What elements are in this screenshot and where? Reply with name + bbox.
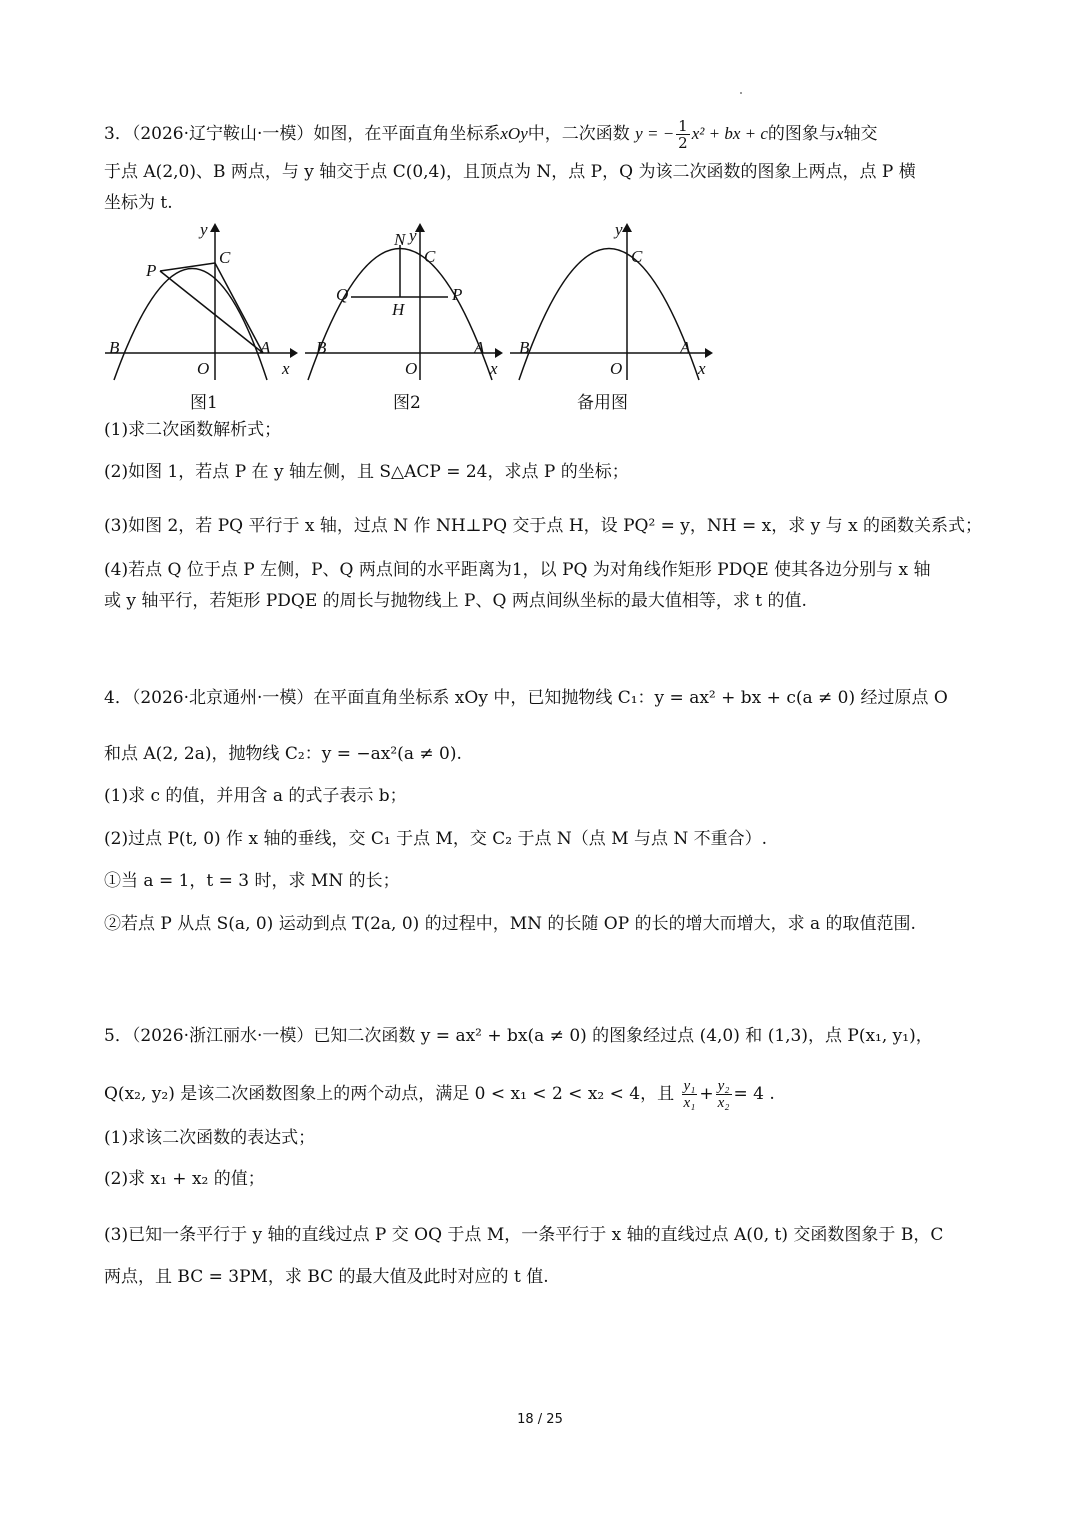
q3-part3: (3)如图 2，若 PQ 平行于 x 轴，过点 N 作 NH⊥PQ 交于点 H，设 PQ² = y，NH = x，求 y 与 x 的函数关系式； bbox=[104, 516, 983, 536]
fig1-label-a: A bbox=[260, 338, 271, 357]
q4-part2: (2)过点 P(t, 0) 作 x 轴的垂线，交 C₁ 于点 M，交 C₂ 于点 N（点 M 与点 N 不重合）. bbox=[104, 829, 768, 849]
fig2-label-c: C bbox=[424, 247, 436, 266]
fig3-caption: 备用图 bbox=[577, 393, 628, 413]
fig3-parabola bbox=[519, 249, 699, 381]
q3-part2: (2)如图 1，若点 P 在 y 轴左侧，且 S△ACP = 24，求点 P 的坐标； bbox=[104, 462, 629, 482]
fig3-label-a: A bbox=[680, 338, 691, 357]
fig1-caption: 图1 bbox=[190, 393, 218, 413]
fig2-label-b: B bbox=[316, 338, 327, 357]
figure-2 bbox=[305, 223, 503, 380]
fig2-label-x: x bbox=[490, 359, 498, 378]
fig1-label-b: B bbox=[109, 338, 120, 357]
fig3-label-c: C bbox=[631, 247, 643, 266]
q3-line3: 坐标为 t. bbox=[104, 193, 173, 213]
q3-line1: 3．（2026·辽宁鞍山·一模）如图，在平面直角坐标系xOy中，二次函数 y = − $\frac{1}{2}$ x² + bx + c的图象与x轴交 bbox=[104, 117, 878, 152]
q4-part1: (1)求 c 的值，并用含 a 的式子表示 b； bbox=[104, 786, 407, 806]
q4-sub1: ①当 a = 1，t = 3 时，求 MN 的长； bbox=[104, 871, 400, 891]
figures bbox=[100, 215, 720, 390]
fig1-x-arrow bbox=[290, 348, 298, 358]
figure-1 bbox=[105, 220, 298, 380]
fig1-y-arrow bbox=[210, 223, 220, 232]
q5-line1: 5．（2026·浙江丽水·一模）已知二次函数 y = ax² + bx(a ≠ 0) 的图象经过点 (4,0) 和 (1,3)，点 P(x₁, y₁)， bbox=[104, 1026, 933, 1046]
fig3-y-arrow bbox=[622, 223, 632, 232]
fig2-label-p: P bbox=[452, 285, 463, 304]
fig2-label-o: O bbox=[405, 359, 418, 378]
fig2-label-h: H bbox=[392, 300, 405, 319]
speck bbox=[740, 92, 742, 94]
fraction-y2-x2: $\frac{\text{y₂}}{\text{x₂}}$ bbox=[717, 1078, 730, 1111]
q4-line2: 和点 A(2, 2a)，抛物线 C₂：y = −ax²(a ≠ 0). bbox=[104, 744, 462, 764]
fig2-label-n: N bbox=[394, 230, 406, 249]
fig1-segment-pc bbox=[160, 263, 215, 271]
fig3-label-o: O bbox=[610, 359, 623, 378]
q4-line1: 4．（2026·北京通州·一模）在平面直角坐标系 xOy 中，已知抛物线 C₁：y = ax² + bx + c(a ≠ 0) 经过原点 O bbox=[104, 688, 948, 708]
fig3-label-x: x bbox=[698, 359, 706, 378]
fraction-y1-x1: $\frac{\text{y₁}}{\text{x₁}}$ bbox=[683, 1078, 696, 1111]
fig2-caption: 图2 bbox=[393, 393, 421, 413]
fig3-x-arrow bbox=[705, 348, 713, 358]
fig1-parabola bbox=[114, 269, 267, 381]
figure-3 bbox=[510, 220, 713, 380]
q3-part4-line1: (4)若点 Q 位于点 P 左侧，P、Q 两点间的水平距离为1，以 PQ 为对角线作矩形 PDQE 使其各边分别与 x 轴 bbox=[104, 560, 931, 580]
fig2-x-arrow bbox=[495, 348, 503, 358]
fig3-label-y: y bbox=[615, 220, 623, 239]
fig1-segment-ca bbox=[215, 263, 263, 353]
page-number: 18 / 25 bbox=[517, 1412, 563, 1427]
q3-part4-line2: 或 y 轴平行，若矩形 PDQE 的周长与抛物线上 P、Q 两点间纵坐标的最大值相等，求 t 的值. bbox=[104, 591, 807, 611]
q3-part1: (1)求二次函数解析式； bbox=[104, 420, 282, 440]
q5-part2: (2)求 x₁ + x₂ 的值； bbox=[104, 1169, 265, 1189]
fig1-label-p: P bbox=[146, 261, 157, 280]
fig3-label-b: B bbox=[519, 338, 530, 357]
q4-sub2: ②若点 P 从点 S(a, 0) 运动到点 T(2a, 0) 的过程中，MN 的长随 OP 的长的增大而增大，求 a 的取值范围. bbox=[104, 914, 916, 934]
fig1-label-c: C bbox=[219, 248, 231, 267]
fig2-label-a: A bbox=[474, 338, 485, 357]
fig1-label-o: O bbox=[197, 359, 210, 378]
fig1-label-y: y bbox=[200, 220, 208, 239]
q5-part3-line2: 两点，且 BC = 3PM，求 BC 的最大值及此时对应的 t 值. bbox=[104, 1267, 549, 1287]
fig2-label-q: Q bbox=[336, 285, 349, 304]
fig1-label-x: x bbox=[282, 359, 290, 378]
q5-line2: Q(x₂, y₂) 是该二次函数图象上的两个动点，满足 0 < x₁ < 2 < x₂ < 4，且 $\frac{\text{y₁}}{\text{x₁}}$ + $\frac{\text{y₂}}{\text{x₂}}$ = 4 . bbox=[104, 1078, 775, 1111]
fig2-label-y: y bbox=[409, 226, 417, 245]
fraction-half: $\frac{1}{2}$ bbox=[678, 117, 688, 152]
fig1-segment-pa bbox=[160, 271, 263, 353]
q3-line2: 于点 A(2,0)、B 两点，与 y 轴交于点 C(0,4)，且顶点为 N，点 P，Q 为该二次函数的图象上两点，点 P 横 bbox=[104, 162, 916, 182]
q5-part1: (1)求该二次函数的表达式； bbox=[104, 1128, 316, 1148]
q5-part3-line1: (3)已知一条平行于 y 轴的直线过点 P 交 OQ 于点 M，一条平行于 x 轴的直线过点 A(0, t) 交函数图象于 B，C bbox=[104, 1225, 944, 1245]
